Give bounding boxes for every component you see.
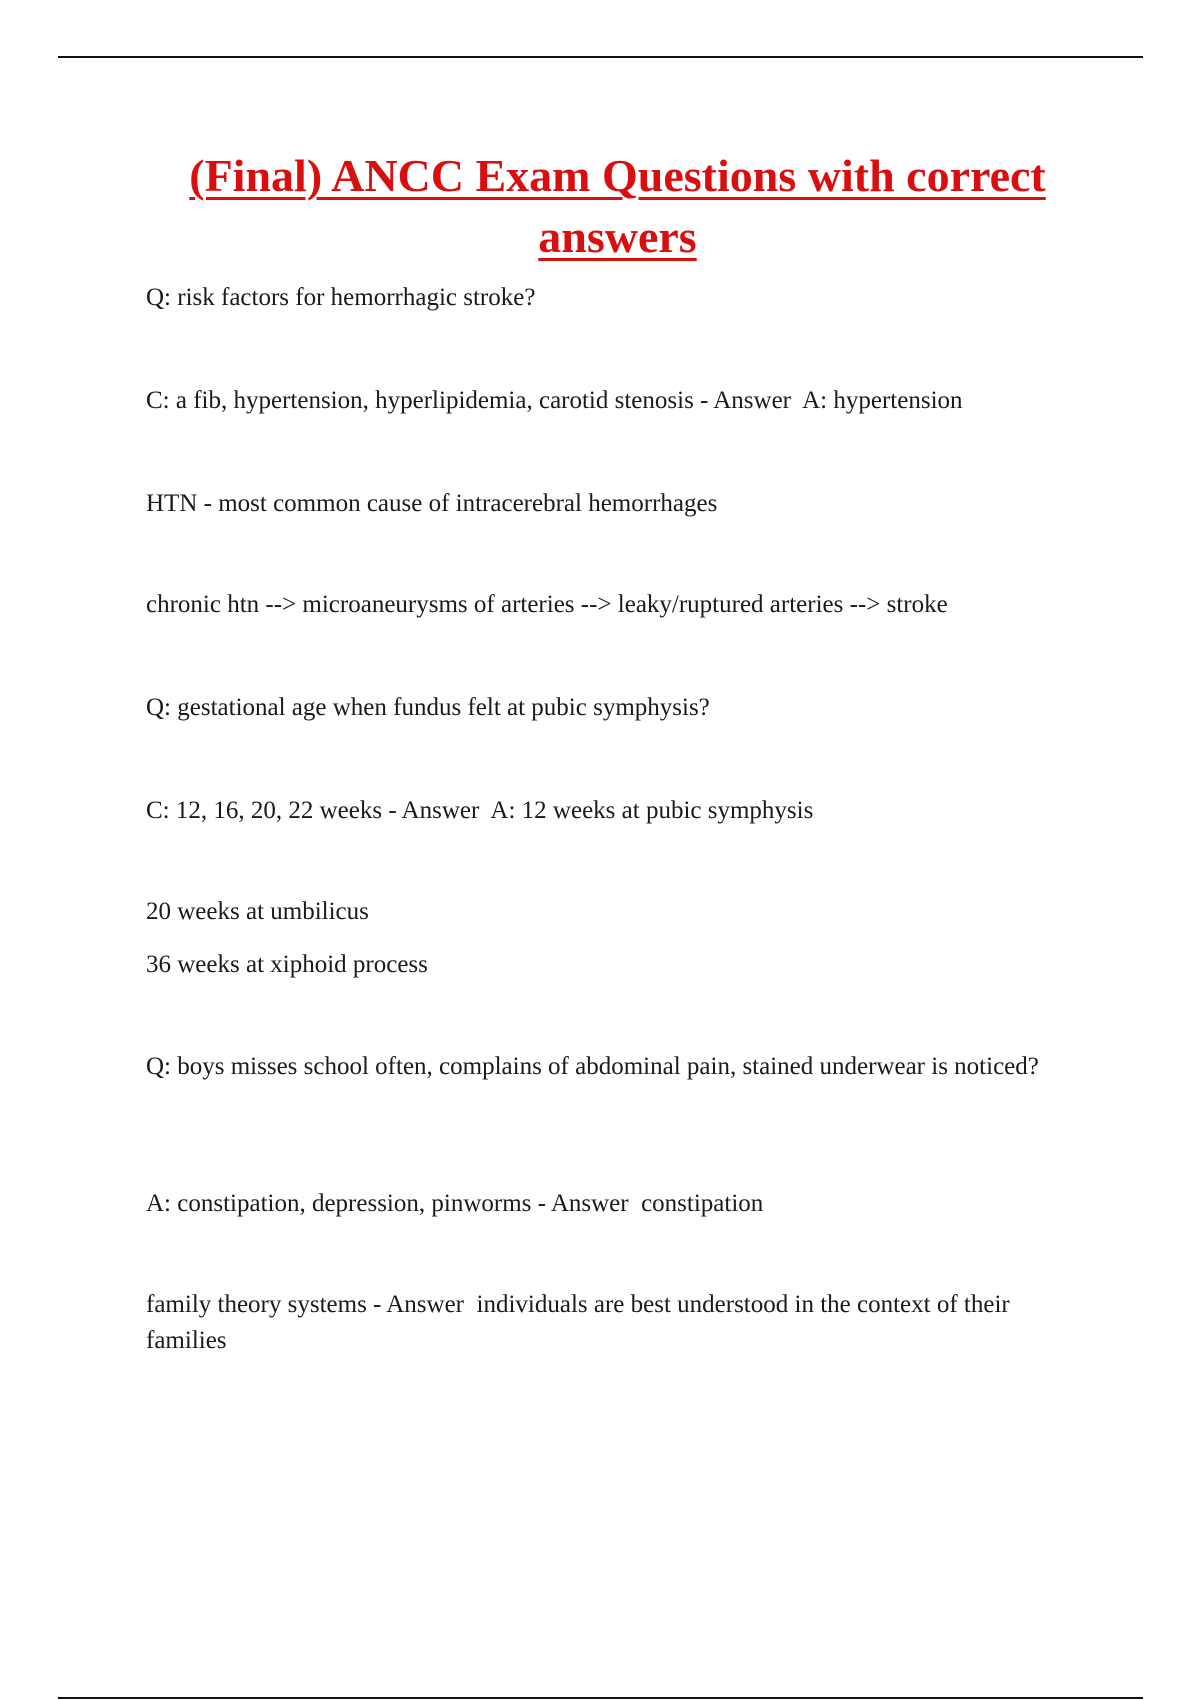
choices-abdominal-pain: A: constipation, depression, pinworms - Answer constipation bbox=[146, 1190, 764, 1217]
question-stroke-risk: Q: risk factors for hemorrhagic stroke? bbox=[146, 284, 536, 311]
choices-stroke-risk: C: a fib, hypertension, hyperlipidemia, carotid stenosis - Answer A: hypertension bbox=[146, 387, 963, 414]
note-htn-cause: HTN - most common cause of intracerebral hemorrhages bbox=[146, 490, 718, 517]
document-title: (Final) ANCC Exam Questions with correct answers bbox=[189, 150, 1046, 262]
note-htn-pathway: chronic htn --> microaneurysms of arteries --> leaky/ruptured arteries --> stroke bbox=[146, 591, 948, 618]
choices-fundus-age: C: 12, 16, 20, 22 weeks - Answer A: 12 weeks at pubic symphysis bbox=[146, 797, 814, 824]
family-systems-theory: family theory systems - Answer individuals are best understood in the context of their families bbox=[146, 1291, 1016, 1354]
note-xiphoid: 36 weeks at xiphoid process bbox=[146, 951, 428, 978]
footer-rule bbox=[58, 1697, 1143, 1699]
note-umbilicus: 20 weeks at umbilicus bbox=[146, 898, 369, 925]
question-fundus-age: Q: gestational age when fundus felt at pubic symphysis? bbox=[146, 694, 710, 721]
header-rule bbox=[58, 56, 1143, 58]
question-abdominal-pain: Q: boys misses school often, complains of abdominal pain, stained underwear is noticed? bbox=[146, 1053, 1039, 1080]
